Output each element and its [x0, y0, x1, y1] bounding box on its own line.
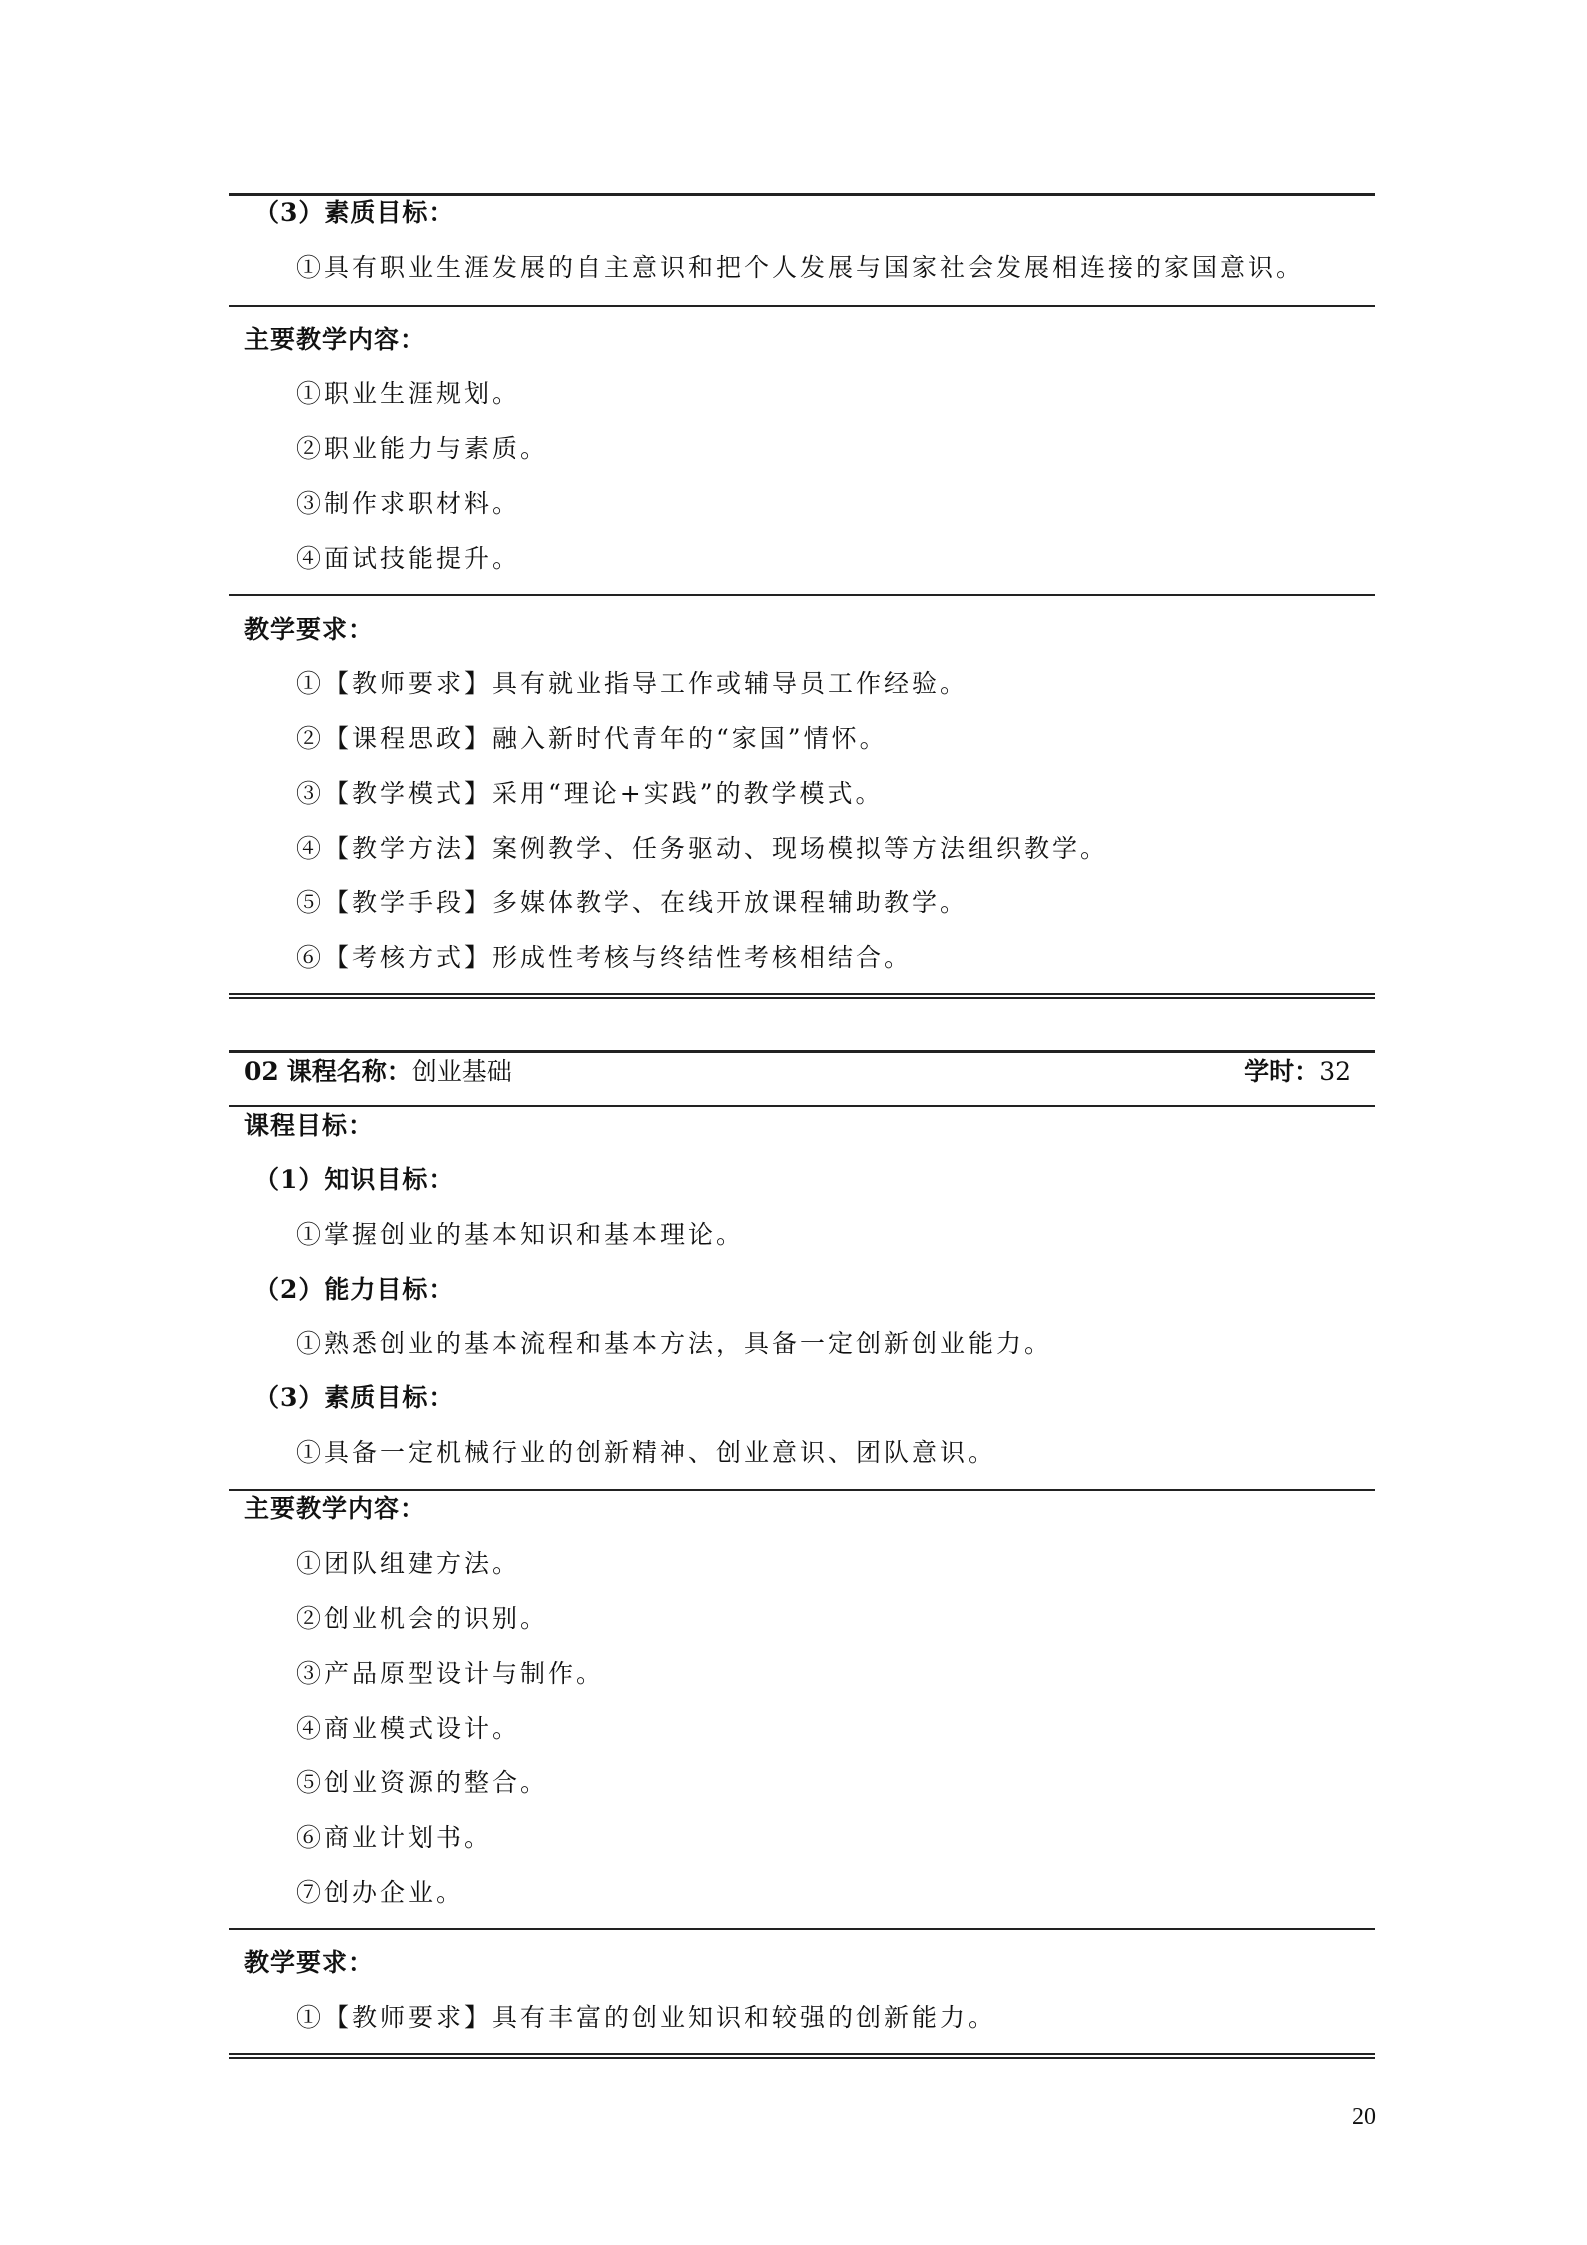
quality-goal-item: ①具有职业生涯发展的自主意识和把个人发展与国家社会发展相连接的家国意识。: [296, 253, 1305, 282]
content-item: ②职业能力与素质。: [296, 434, 549, 463]
content-item: ③产品原型设计与制作。: [296, 1659, 605, 1688]
requirement-item: ⑤【教学手段】多媒体教学、在线开放课程辅助教学。: [296, 888, 969, 917]
divider: [229, 594, 1375, 596]
section-end-rule: [229, 993, 1375, 995]
content-item: ④商业模式设计。: [296, 1714, 521, 1743]
quality-goal-label: （3）素质目标：: [254, 1383, 455, 1412]
divider: [229, 1105, 1375, 1107]
requirement-item: ①【教师要求】具有就业指导工作或辅导员工作经验。: [296, 669, 969, 698]
hours-value: 32: [1319, 1057, 1351, 1086]
requirement-item: ①【教师要求】具有丰富的创业知识和较强的创新能力。: [296, 2003, 997, 2032]
requirements-label: 教学要求：: [244, 615, 375, 644]
requirement-item: ④【教学方法】案例教学、任务驱动、现场模拟等方法组织教学。: [296, 834, 1109, 863]
course-number: 02: [244, 1057, 279, 1086]
course-header: [244, 1055, 1351, 1089]
requirement-item: ③【教学模式】采用“理论+实践”的教学模式。: [296, 779, 884, 808]
divider: [229, 1489, 1375, 1491]
hours-label: 学时：: [1244, 1057, 1320, 1086]
quality-goal-label: （3）素质目标：: [254, 198, 455, 227]
divider: [229, 1928, 1375, 1930]
ability-goal-item: ①熟悉创业的基本流程和基本方法，具备一定创新创业能力。: [296, 1329, 1053, 1358]
ability-goal-label: （2）能力目标：: [254, 1275, 455, 1304]
requirement-item: ⑥【考核方式】形成性考核与终结性考核相结合。: [296, 943, 913, 972]
quality-goal-item: ①具备一定机械行业的创新精神、创业意识、团队意识。: [296, 1438, 997, 1467]
content-item: ②创业机会的识别。: [296, 1604, 549, 1633]
knowledge-goal-item: ①掌握创业的基本知识和基本理论。: [296, 1220, 745, 1249]
content-item: ④面试技能提升。: [296, 544, 521, 573]
knowledge-goal-label: （1）知识目标：: [254, 1165, 455, 1194]
divider: [229, 305, 1375, 307]
content-item: ⑥商业计划书。: [296, 1823, 493, 1852]
section-end-rule: [229, 2053, 1375, 2055]
content-item: ①职业生涯规划。: [296, 379, 521, 408]
content-item: ⑦创办企业。: [296, 1878, 465, 1907]
course-name: 创业基础: [411, 1057, 512, 1086]
course-top-rule: [229, 1050, 1375, 1053]
content-item: ③制作求职材料。: [296, 489, 521, 518]
requirement-item: ②【课程思政】融入新时代青年的“家国”情怀。: [296, 724, 888, 753]
goals-label: 课程目标：: [244, 1111, 375, 1140]
content-item: ⑤创业资源的整合。: [296, 1768, 549, 1797]
content-item: ①团队组建方法。: [296, 1549, 521, 1578]
content-label: 主要教学内容：: [244, 325, 427, 354]
content-label: 主要教学内容：: [244, 1494, 427, 1523]
requirements-label: 教学要求：: [244, 1948, 375, 1977]
page-number: 20: [1352, 2104, 1376, 2130]
course-name-label: 课程名称：: [286, 1057, 412, 1086]
